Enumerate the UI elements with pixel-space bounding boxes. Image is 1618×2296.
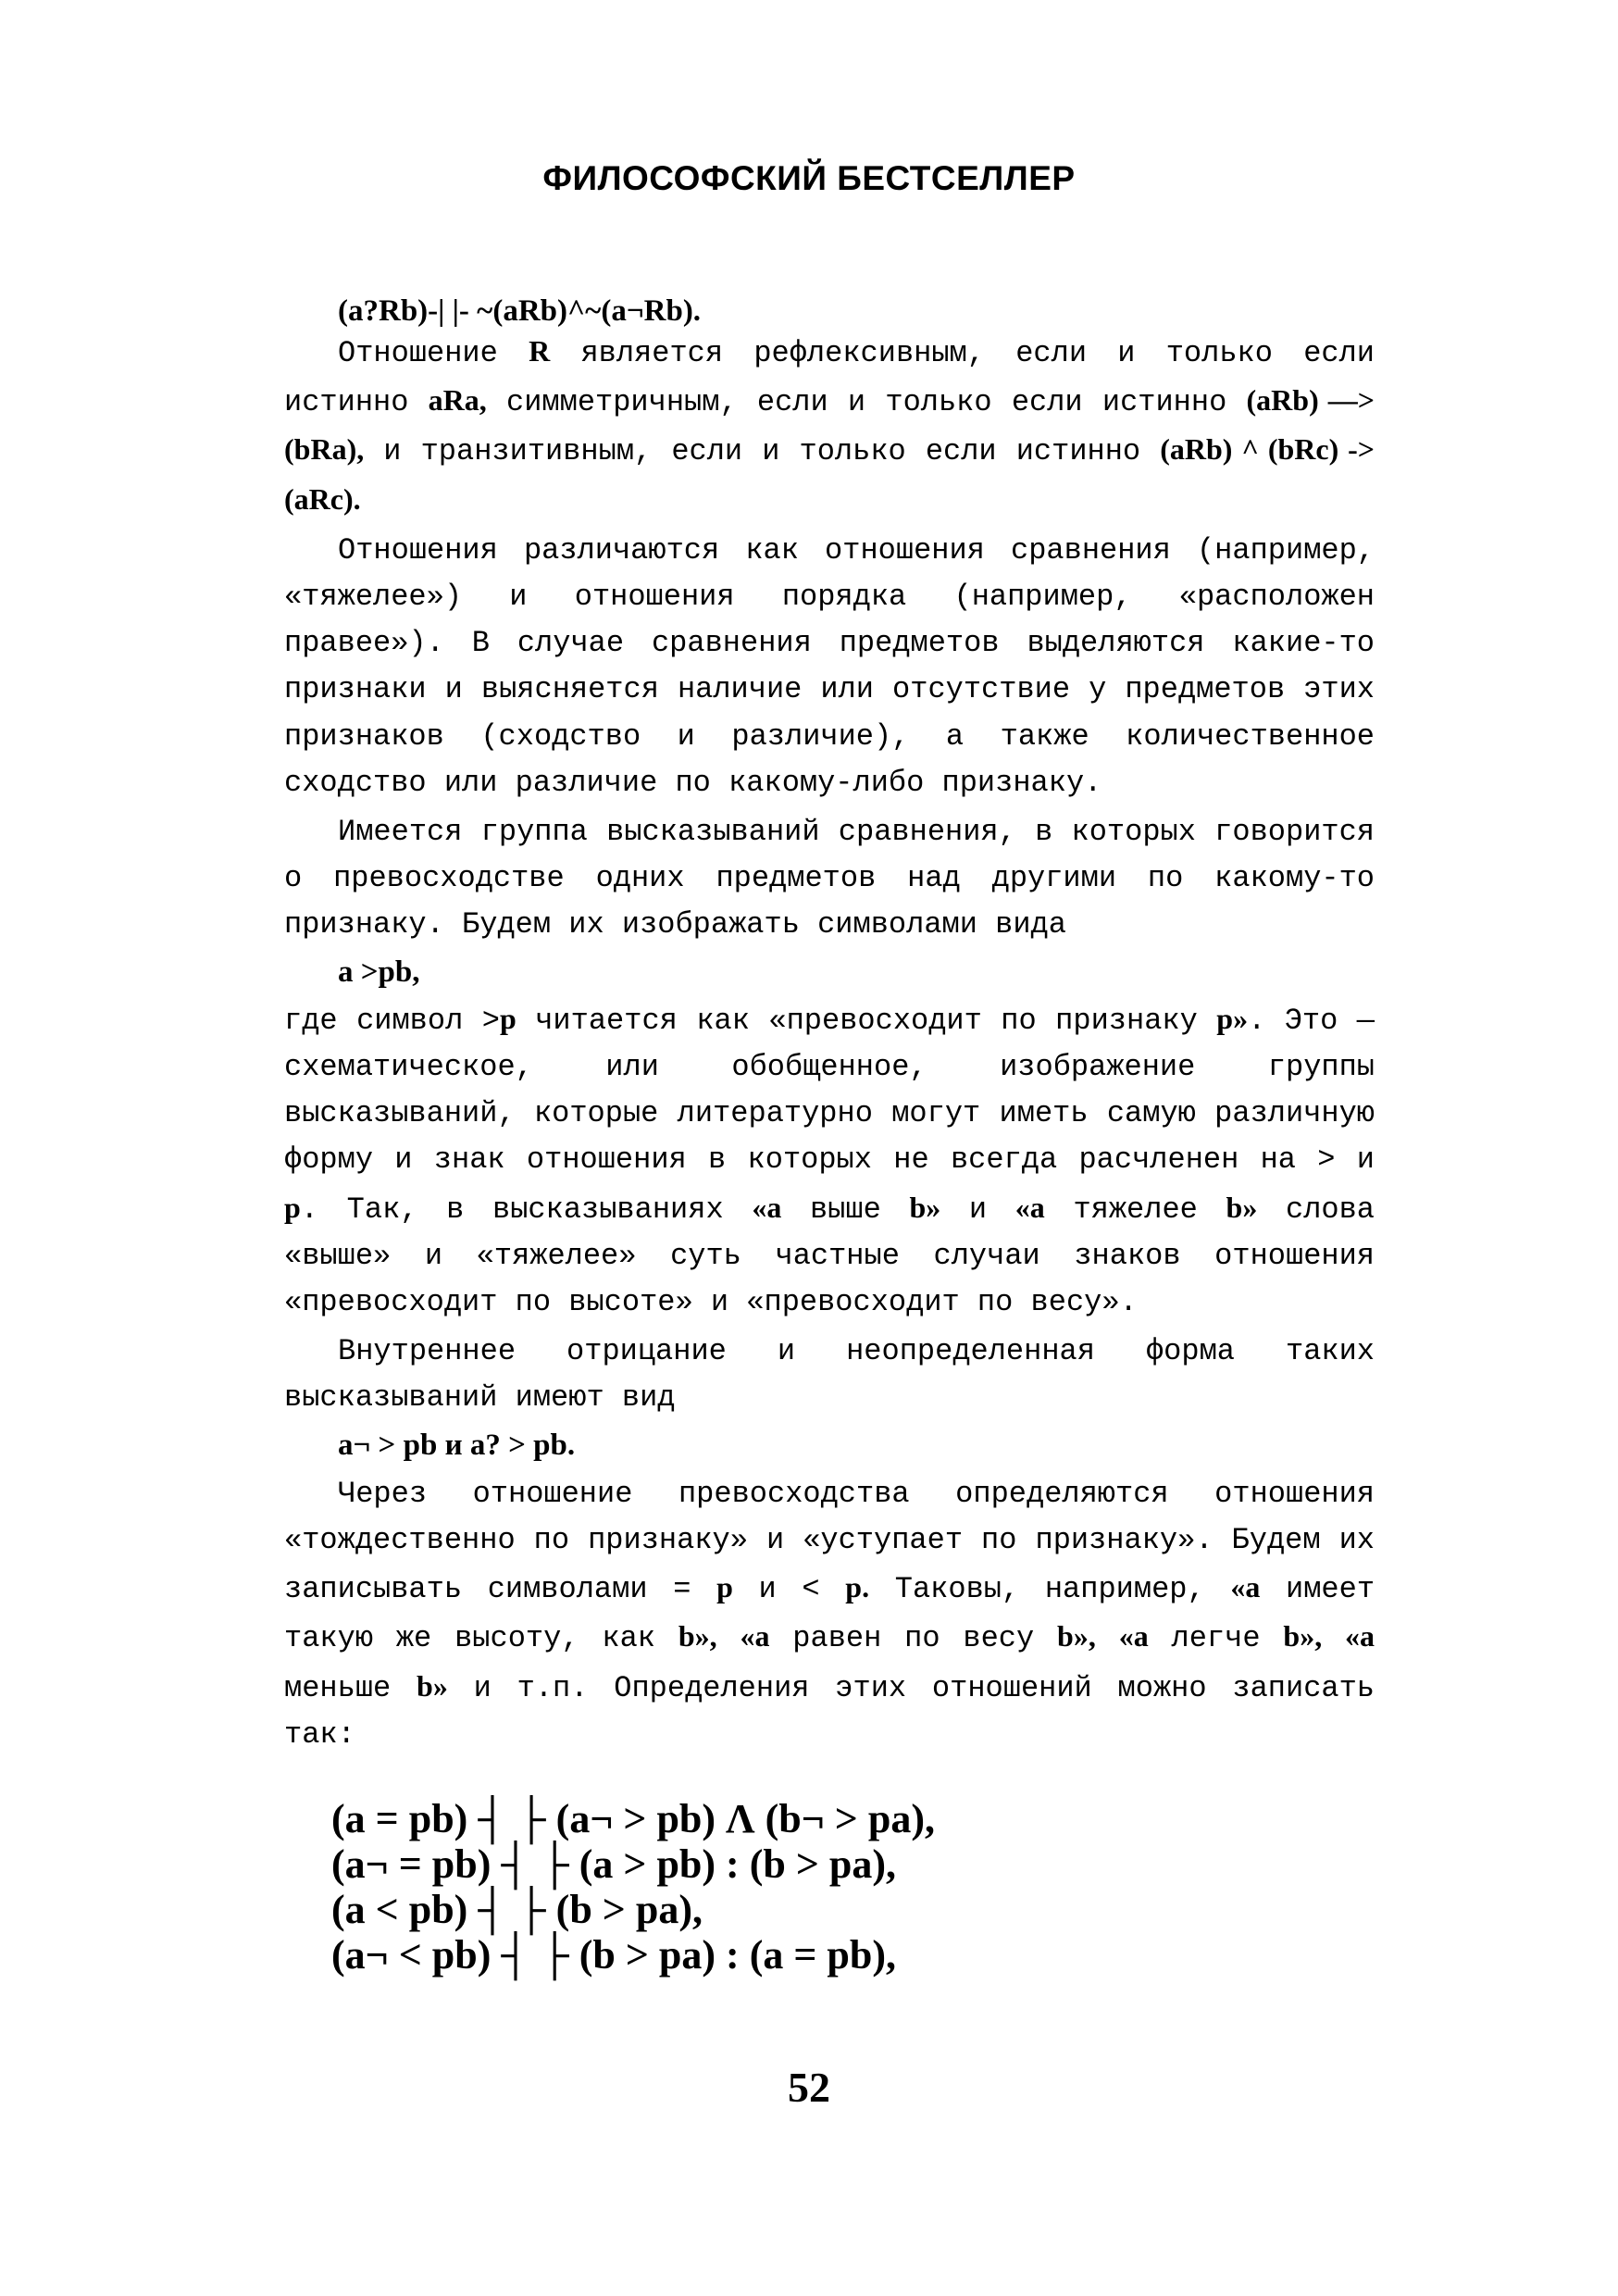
paragraph-identity-relations: Через отношение превосходства определяются отношения «тождественно по признаку» и «уступает по признаку». Будем их записывать символами = p и < p. Таковы, например, «a имеет такую же высоту, как b», «a равен по весу b», «a легче b», «a меньше b» и т.п. Определения этих отношений можно записать так: (284, 1476, 1375, 1752)
definitions-block (331, 1796, 935, 1978)
formula-negation: a¬ > pb и a? > pb. (338, 1428, 576, 1462)
page-number: 52 (788, 2064, 830, 2111)
paragraph-symbol-explanation: где символ >p читается как «превосходит по признаку p». Это — схематическое, или обобщенное, изображение группы высказываний, которые литературно могут иметь самую различную форму и знак отношения в которых не всегда расчленен на > и p. Так, в высказываниях «a выше b» и «a тяжелее b» слова «выше» и «тяжелее» суть частные случаи знаков отношения «превосходит по высоте» и «превосходит по весу». (284, 1001, 1375, 1320)
paragraph-relation-properties: Отношение R является рефлексивным, если и только если истинно aRa, симметричным, если и только если истинно (aRb) —> (bRa), и транзитивным, если и только если истинно (aRb) ^ (bRc) -> (aRc). (284, 334, 1375, 516)
running-title: ФИЛОСОФСКИЙ БЕСТСЕЛЛЕР (542, 159, 1076, 197)
definition-line: (a¬ < pb) ┤ ├ (b > pa) : (a = pb), (331, 1932, 897, 1978)
formula-a-pb: a >pb, (338, 955, 420, 989)
definition-line: (a < pb) ┤ ├ (b > pa), (331, 1887, 703, 1932)
paragraph-negation-forms: Внутреннее отрицание и неопределенная форма таких высказываний имеют вид (284, 1334, 1375, 1416)
formula-not-relation: (a?Rb)-| |- ~(aRb)^~(a¬Rb). (338, 294, 702, 328)
definition-line: (a = pb) ┤ ├ (a¬ > pb) Λ (b¬ > pa), (331, 1796, 935, 1841)
paragraph-superiority: Имеется группа высказываний сравнения, в которых говорится о превосходстве одних предметов над другими по какому-то признаку. Будем их изображать символами вида (284, 815, 1375, 942)
paragraph-relation-types: Отношения различаются как отношения сравнения (например, «тяжелее») и отношения порядка (например, «расположен правее»). В случае сравнения предметов выделяются какие-то признаки и выясняется наличие или отсутствие у предметов этих признаков (сходство и различие), а также количественное сходство или различие по какому-либо признаку. (284, 532, 1375, 800)
body-text (284, 294, 1375, 1758)
definition-line: (a¬ = pb) ┤ ├ (a > pb) : (b > pa), (331, 1841, 897, 1887)
